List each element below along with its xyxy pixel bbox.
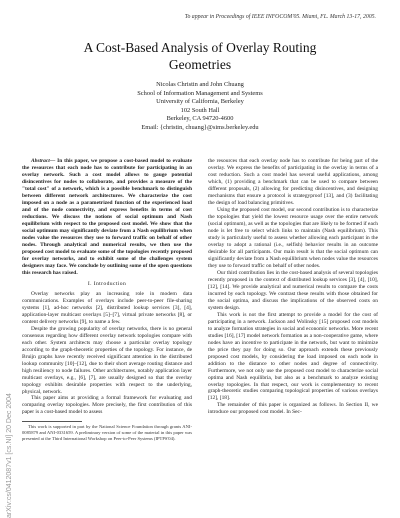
right-column [208, 158, 378, 416]
right-paragraph-2: Using the proposed cost model, our second contribution is to characterize the topologies that yield the lowest resource usage over the entire network (social optimum), as well as the topologies that are likely to be formed if each node is let free to select which links to maintain (Nash equilibrium). This study is particularly useful to assess whether allowing each participant in the overlay to adopt a rational (i.e., selfish) behavior results in an outcome desirable for all participants. Our main result is that the social optimum can significantly deviate from a Nash equilibrium when nodes value the resources they use to forward traffic on behalf of other nodes. [208, 206, 378, 269]
intro-paragraph-2: Despite the growing popularity of overlay networks, there is no general consensus regarding how different overlay network topologies compare with each other. System architects may choose a particular overlay topology according to the graph-theoretic properties of the topology. For instance, de Bruijn graphs have recently received significant attention in the distributed lookup community [10]–[12], due to their short average routing distance and high resiliency to node failures. Other architectures, notably application layer multicast overlays, e.g., [6], [7], are usually designed so that the overlay topology exhibits desirable properties with respect to the underlying, physical, network. [22, 325, 192, 395]
right-paragraph-4: This work is not the first attempt to provide a model for the cost of participating in a network. Jackson and Wolinsky [15] proposed cost models to analyze formation strategies in social and economic networks. More recent studies [16], [17] model network formation as a non-cooperative game, where nodes have an incentive to participate in the network, but want to minimize the price they pay for doing so. Our approach extends these previously proposed cost models, by considering the load imposed on each node in addition to the distance to other nodes and degree of connectivity. Furthermore, we not only use the proposed cost model to characterize social optima and Nash equilibria, but also as a benchmark to analyze existing overlay topologies. In that respect, our work is complementary to recent graph-theoretic studies comparing topological properties of various overlays [12], [18]. [208, 311, 378, 402]
intro-paragraph-1: Overlay networks play an increasing role in modern data communications. Examples of overlays include peer-to-peer file-sharing systems [1], ad-hoc networks [2], distributed lookup services [3], [4], application-layer multicast overlays [5]–[7], virtual private networks [8], or content delivery networks [9], to name a few. [22, 290, 192, 325]
right-paragraph-5: The remainder of this paper is organized as follows. In Section II, we introduce our proposed cost model. In Sec- [208, 402, 378, 416]
author-email: Email: {christin, chuang}@sims.berkeley.edu [141, 123, 259, 131]
abstract-text: — In this paper, we propose a cost-based model to evaluate the resources that each node has to contribute for participating in an overlay network. Such a cost model allows to gauge potential disincentives for nodes to collaborate, and provides a measure of the "total cost" of a network, which is a possible benchmark to distinguish between different network architectures. We characterize the cost imposed on a node as a parametrized function of the experienced load and of the node connectivity, and express benefits in terms of cost reductions. We discuss the notions of social optimum and Nash equilibrium with respect to the proposed cost model. We show that the social optimum may significantly deviate from a Nash equilibrium when nodes value the resources they use to forward traffic on behalf of other nodes. Through analytical and numerical results, we then use the proposed cost model to evaluate some of the topologies recently proposed for overlay networks, and to exhibit some of the challenges system designers may face. We conclude by outlining some of the open questions this research has raised. [22, 158, 192, 276]
title-line-2: Geometries [168, 57, 232, 72]
venue-header: To appear in Proceedings of IEEE INFOCOM'05. Miami, FL. March 13-17, 2005. [184, 14, 376, 20]
affiliation-line-2: University of California, Berkeley [156, 98, 244, 106]
footnote-divider [22, 421, 82, 422]
section-heading-introduction: I. Introduction [87, 280, 127, 287]
affiliation-line-1: School of Information Management and Systems [137, 89, 263, 97]
author-block [60, 81, 340, 133]
intro-paragraph-3: This paper aims at providing a formal framework for evaluating and comparing overlay topologies. More precisely, the first contribution of this paper is a cost-based model to assess [22, 395, 192, 416]
arxiv-sidebar [3, 300, 15, 518]
left-column [22, 158, 192, 442]
arxiv-identifier: arXiv:cs/0412087v1 [cs.NI] 20 Dec 2004 [6, 393, 13, 518]
abstract [22, 158, 192, 277]
paper-title [40, 39, 360, 73]
address-line-1: 102 South Hall [180, 106, 220, 114]
author-names: Nicolas Christin and John Chuang [156, 81, 244, 88]
right-paragraph-3: Our third contribution lies in the cost-based analysis of several topologies recently proposed in the context of distributed lookup services [3], [4], [10], [12], [14]. We provide analytical and numerical results to compare the costs incurred by each topology. We contrast these results with those obtained for the social optima, and discuss the implications of the observed costs on system design. [208, 269, 378, 311]
title-line-1: A Cost-Based Analysis of Overlay Routing [83, 40, 317, 55]
abstract-label: Abstract [31, 158, 50, 164]
address-line-2: Berkeley, CA 94720-4600 [166, 115, 234, 123]
footnote: This work is supported in part by the National Science Foundation through grants ANI-0085879 and ANI-0331659. A preliminary version of some of the material in this paper was presented at the Third International Workshop on Peer-to-Peer Systems (IPTPS'04). [22, 424, 192, 442]
right-paragraph-1: the resources that each overlay node has to contribute for being part of the overlay. We express the benefits of participating in the overlay in terms of a cost reduction. Such a cost model has several useful applications, among which, (1) providing a benchmark that can be used to compare between different proposals, (2) allowing for predicting disincentives, and designing mechanisms that ensure a protocol is strategyproof [13], and (3) facilitating the design of load balancing primitives. [208, 158, 378, 206]
